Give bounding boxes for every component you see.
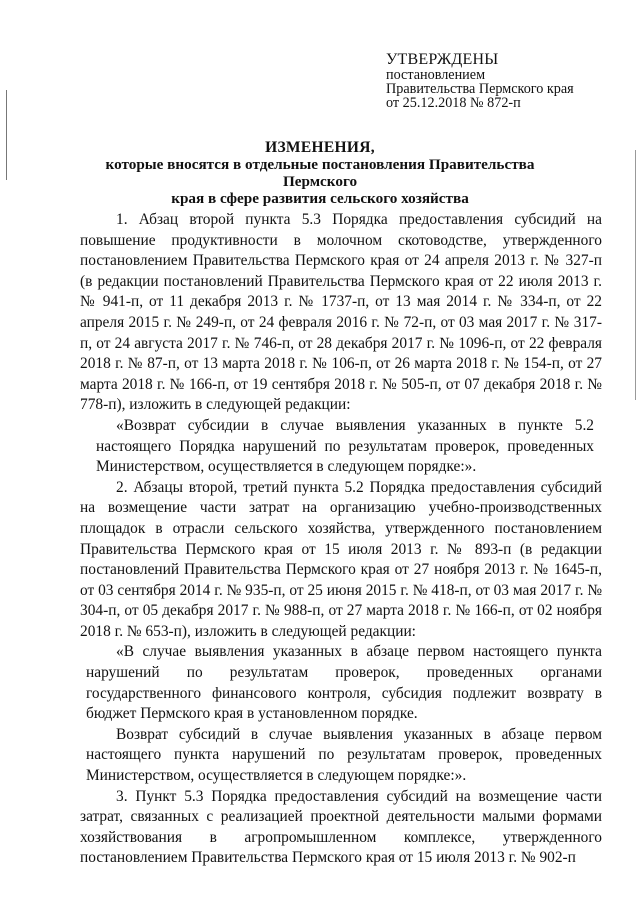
scan-edge-mark: [6, 90, 7, 180]
document-title: [70, 139, 570, 207]
document-body: [80, 210, 602, 869]
quoted-paragraph: «Возврат субсидии в случае выявления указанных в пункте 5.2 настоящего Порядка нарушений по результатам проверок, проведенных Министерством, осуществляется в следующем порядке:».: [96, 416, 594, 476]
quoted-paragraph: «В случае выявления указанных в абзаце первом настоящего пункта нарушений по результатам проверок, проведенных органами государственного финансового контроля, субсидия подлежит возврату в бюджет Пермского края в установленном порядке.: [86, 643, 602, 723]
title-subtitle-line: края в сфере развития сельского хозяйства: [171, 190, 469, 207]
approval-heading: УТВЕРЖДЕНЫ: [386, 51, 499, 68]
scan-edge-mark: [635, 150, 636, 400]
paragraph-item-2: 2. Абзацы второй, третий пункта 5.2 Порядка предоставления субсидий на возмещение части затрат на организацию учебно-производственных площадок в отрасли сельского хозяйства, утвержденного постановлением Правительства Пермского края от 15 июля 2013 г. № 893-п (в редакции постановлений Правительства Пермского края от 27 ноября 2013 г. № 1645-п, от 03 сентября 2014 г. № 935-п, от 25 июня 2015 г. № 418-п, от 03 мая 2017 г. № 304-п, от 05 декабря 2017 г. № 988-п, от 27 марта 2018 г. № 166-п, от 02 ноября 2018 г. № 653-п), изложить в следующей редакции:: [80, 478, 602, 640]
title-subtitle-line: которые вносятся в отдельные постановления Правительства Пермского: [105, 156, 535, 190]
title-main: ИЗМЕНЕНИЯ,: [265, 139, 375, 156]
approval-line: постановлением: [386, 67, 486, 83]
approval-line: Правительства Пермского края: [386, 81, 574, 97]
approval-stamp: [386, 51, 626, 110]
paragraph-item-3: 3. Пункт 5.3 Порядка предоставления субсидий на возмещение части затрат, связанных с реализацией проектной деятельности малыми формами хозяйствования в агропромышленном комплексе, утвержденного постановлением Правительства Пермского края от 15 июля 2013 г. № 902-п: [80, 787, 602, 867]
paragraph-item-1: 1. Абзац второй пункта 5.3 Порядка предоставления субсидий на повышение продуктивности в молочном скотоводстве, утвержденного постановлением Правительства Пермского края от 24 апреля 2013 г. № 327-п (в редакции постановлений Правительства Пермского края от 22 июля 2013 г. № 941-п, от 11 декабря 2013 г. № 1737-п, от 13 мая 2014 г. № 334-п, от 22 апреля 2015 г. № 249-п, от 24 февраля 2016 г. № 72-п, от 03 мая 2017 г. № 317-п, от 24 августа 2017 г. № 746-п, от 28 декабря 2017 г. № 1096-п, от 22 февраля 2018 г. № 87-п, от 13 марта 2018 г. № 106-п, от 26 марта 2018 г. № 154-п, от 27 марта 2018 г. № 166-п, от 19 сентября 2018 г. № 505-п, от 07 декабря 2018 г. № 778-п), изложить в следующей редакции:: [80, 211, 602, 414]
quoted-paragraph: Возврат субсидий в случае выявления указанных в абзаце первом настоящего пункта нарушений по результатам проверок, проведенных Министерством, осуществляется в следующем порядке:».: [86, 725, 602, 785]
approval-date-line: от 25.12.2018 № 872-п: [386, 95, 521, 111]
